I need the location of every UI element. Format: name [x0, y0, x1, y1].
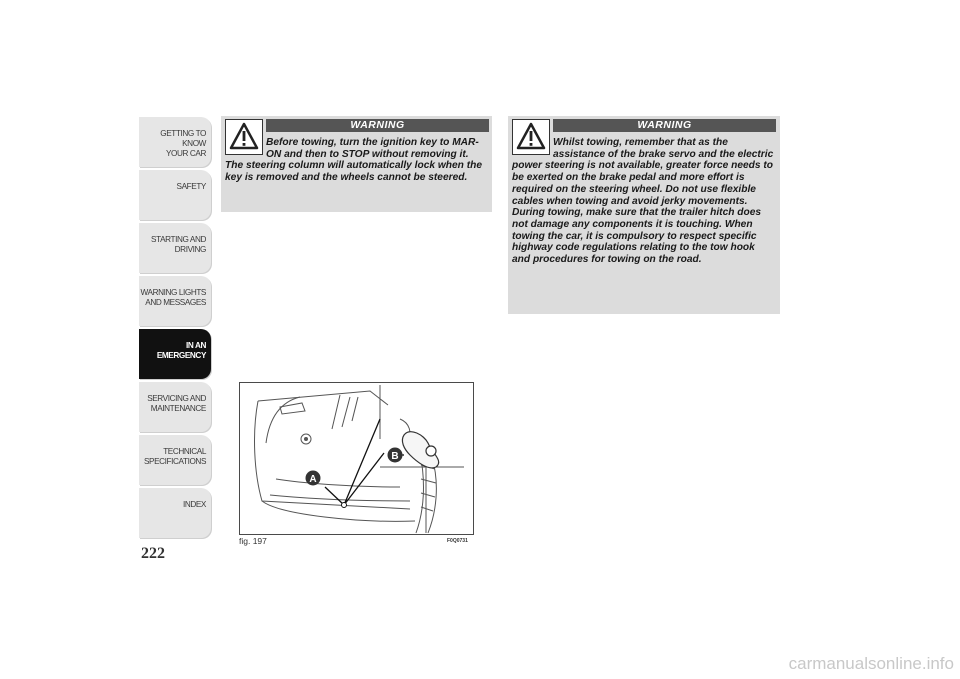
page-number: 222 [141, 545, 165, 562]
tab-getting-to-know-your-car[interactable] [139, 117, 211, 167]
tow-hook-figure [239, 382, 474, 535]
chapter-sidebar [139, 117, 211, 541]
tab-label: GETTING TO KNOW YOUR CAR [160, 129, 206, 158]
tab-in-an-emergency[interactable] [139, 329, 211, 379]
warning-box-towing [508, 116, 780, 314]
watermark: carmanualsonline.info [788, 654, 954, 673]
warning-box-ignition [221, 116, 492, 212]
warning-body: Before towing, turn the ignition key to MAR-ON and then to STOP without removing it. The steering column will automatically lock when the key is removed and the wheels cannot be steered. [225, 137, 483, 184]
tab-starting-and-driving[interactable] [139, 223, 211, 273]
tab-safety[interactable] [139, 170, 211, 220]
warning-text [225, 137, 486, 184]
tab-label: INDEX [182, 500, 206, 509]
figure-code: F0Q0731 [447, 538, 468, 544]
tab-servicing-and-maintenance[interactable] [139, 382, 211, 432]
tab-index[interactable] [139, 488, 211, 538]
tab-label: SERVICING AND MAINTENANCE [147, 394, 206, 413]
tab-label: SAFETY [176, 182, 206, 191]
tab-label: STARTING AND DRIVING [151, 235, 206, 254]
callout-b-label: B [391, 451, 399, 462]
warning-text [512, 137, 774, 266]
tab-label: WARNING LIGHTS AND MESSAGES [140, 288, 206, 307]
tab-label: TECHNICAL SPECIFICATIONS [143, 447, 206, 466]
car-rear-illustration [240, 383, 473, 534]
tab-technical-specifications[interactable] [139, 435, 211, 485]
warning-body: Whilst towing, remember that as the assistance of the brake servo and the electric power steering is not available, greater force needs to be exerted on the brake pedal and more effort is required on the steering wheel. Do not use flexible cables when towing and avoid jerky movements. During towing, make sure that the trailer hitch does not damage any components it is touching. When towing the car, it is compulsory to respect specific highway code regulations relating to the tow hook and procedures for towing on the road. [512, 137, 774, 266]
warning-heading: WARNING [553, 119, 776, 132]
figure-caption: fig. 197 [239, 536, 267, 546]
tab-warning-lights-and-messages[interactable] [139, 276, 211, 326]
callout-a-label: A [309, 474, 317, 485]
tab-label: IN AN EMERGENCY [156, 341, 206, 360]
warning-heading: WARNING [266, 119, 489, 132]
